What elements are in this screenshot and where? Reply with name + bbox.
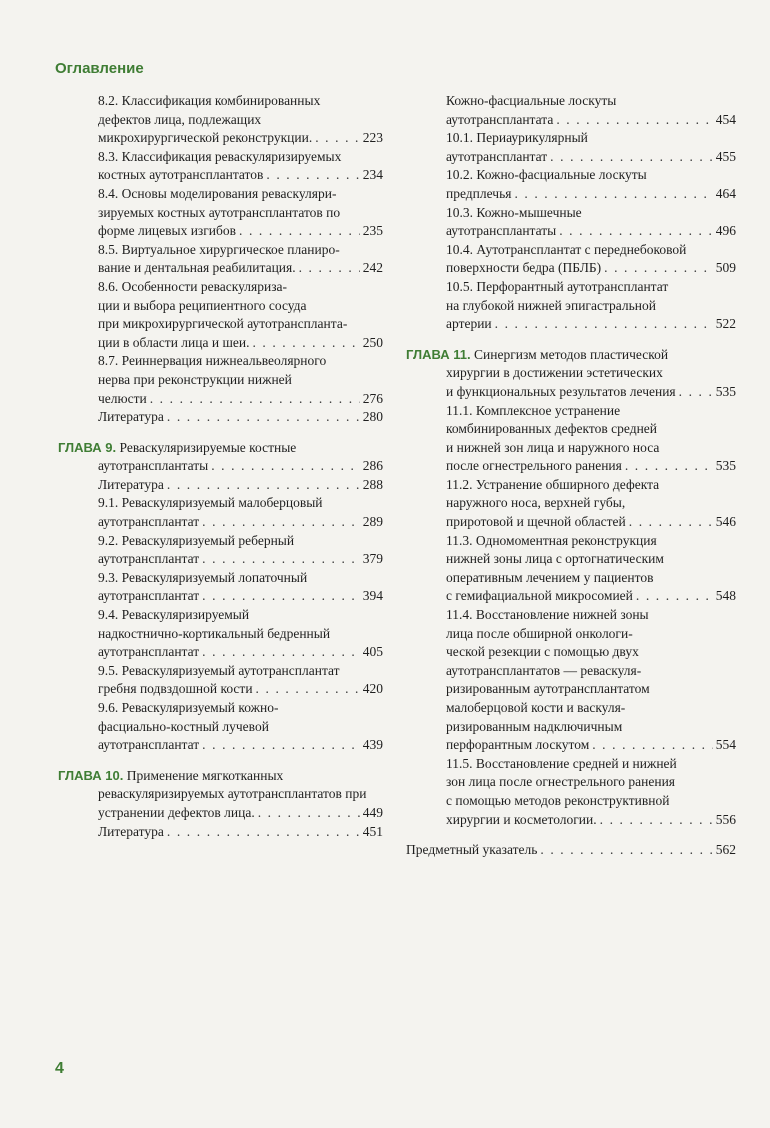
toc-entry-text: хирургии в достижении эстетических bbox=[446, 365, 663, 381]
toc-left-column bbox=[58, 92, 383, 841]
toc-entry-text: 8.5. Виртуальное хирургическое планиро- bbox=[98, 241, 340, 257]
toc-entry-text: артерии bbox=[446, 316, 492, 332]
toc-page-number: 535 bbox=[715, 458, 736, 474]
toc-entry-text: аутотрансплантаты bbox=[98, 458, 209, 474]
dot-leader bbox=[202, 550, 360, 569]
dot-leader bbox=[592, 736, 713, 755]
toc-chapter-entry[interactable] bbox=[58, 767, 383, 823]
toc-page-number: 405 bbox=[362, 644, 383, 660]
toc-entry-text: 9.4. Реваскуляризируемый bbox=[98, 607, 250, 623]
dot-leader bbox=[540, 841, 712, 860]
toc-entry[interactable] bbox=[406, 755, 736, 829]
dot-leader bbox=[167, 408, 360, 427]
dot-leader bbox=[625, 457, 713, 476]
toc-entry-text: фасциально-костный лучевой bbox=[98, 718, 269, 734]
toc-entry-text: 11.3. Одномоментная реконструкция bbox=[446, 532, 657, 548]
toc-entry-text: 8.3. Классификация реваскуляризируемых bbox=[98, 148, 342, 164]
toc-page-number: 546 bbox=[715, 514, 736, 530]
section-gap bbox=[406, 829, 736, 841]
toc-entry[interactable] bbox=[58, 606, 383, 662]
toc-entry[interactable] bbox=[406, 129, 736, 166]
toc-entry[interactable] bbox=[406, 166, 736, 203]
toc-chapter-entry[interactable] bbox=[406, 346, 736, 402]
toc-entry-text: 8.4. Основы моделирования реваскуляри- bbox=[98, 185, 337, 201]
toc-entry-text: 9.5. Реваскуляризуемый аутотрансплантат bbox=[98, 662, 340, 678]
toc-entry-text: 8.2. Классификация комбинированных bbox=[98, 93, 321, 108]
toc-entry-text: ризированным аутотрансплантатом bbox=[446, 681, 650, 697]
toc-page-number: 509 bbox=[715, 260, 736, 276]
toc-page-number: 250 bbox=[362, 334, 383, 350]
toc-entry-text: 9.3. Реваскуляризуемый лопаточный bbox=[98, 569, 308, 585]
toc-entry-text: аутотрансплантат bbox=[98, 737, 200, 753]
toc-right-column bbox=[406, 92, 736, 860]
toc-entry-text: с помощью методов реконструктивной bbox=[446, 792, 670, 808]
toc-entry-text: 10.1. Периаурикулярный bbox=[446, 130, 588, 146]
dot-leader bbox=[202, 643, 360, 662]
toc-entry-text: форме лицевых изгибов bbox=[98, 223, 237, 239]
toc-entry[interactable] bbox=[406, 402, 736, 476]
toc-entry[interactable] bbox=[58, 476, 383, 495]
toc-entry[interactable] bbox=[58, 408, 383, 427]
dot-leader bbox=[150, 390, 360, 409]
toc-entry-text: 11.5. Восстановление средней и нижней bbox=[446, 755, 677, 771]
dot-leader bbox=[600, 811, 713, 830]
toc-entry[interactable] bbox=[406, 532, 736, 606]
page-header: Оглавление bbox=[55, 60, 144, 77]
toc-entry-text: с гемифациальной микросомией bbox=[446, 588, 633, 604]
dot-leader bbox=[550, 148, 713, 167]
toc-entry[interactable] bbox=[58, 148, 383, 185]
dot-leader bbox=[299, 259, 360, 278]
toc-entry[interactable] bbox=[58, 569, 383, 606]
toc-entry-text: аутотрансплантат bbox=[446, 148, 548, 164]
dot-leader bbox=[211, 457, 360, 476]
toc-entry-text: поверхности бедра (ПБЛБ) bbox=[446, 260, 602, 276]
toc-entry-text: Литература bbox=[98, 476, 164, 492]
toc-entry-text: лица после обширной онкологи- bbox=[446, 625, 633, 641]
toc-entry-text: предплечья bbox=[446, 185, 512, 201]
toc-entry-text: ризированным надключичным bbox=[446, 718, 623, 734]
chapter-label: ГЛАВА 9. bbox=[58, 439, 117, 455]
toc-page-number: 556 bbox=[715, 811, 736, 827]
toc-entry-text: челюсти bbox=[98, 390, 147, 406]
toc-entry-text: аутотрансплантат bbox=[98, 514, 200, 530]
toc-entry-text: малоберцовой кости и васкуля- bbox=[446, 700, 626, 715]
toc-entry-text: зон лица после огнестрельного ранения bbox=[446, 774, 676, 790]
toc-entry[interactable] bbox=[58, 92, 383, 148]
toc-entry-text: аутотрансплантат bbox=[98, 551, 200, 567]
chapter-label: ГЛАВА 11. bbox=[406, 346, 471, 362]
toc-page-number: 379 bbox=[362, 551, 383, 567]
toc-page-number: 562 bbox=[715, 842, 736, 858]
page-number: 4 bbox=[55, 1060, 64, 1077]
toc-entry-text: 11.1. Комплексное устранение bbox=[446, 402, 621, 418]
toc-entry-text: ции и выбора реципиентного сосуда bbox=[98, 297, 307, 313]
toc-entry[interactable] bbox=[58, 185, 383, 241]
dot-leader bbox=[202, 513, 360, 532]
toc-page-number: 286 bbox=[362, 458, 383, 474]
toc-page-number: 522 bbox=[715, 316, 736, 332]
dot-leader bbox=[636, 587, 713, 606]
toc-entry-text: хирургии и косметологии. bbox=[446, 811, 597, 827]
toc-entry[interactable] bbox=[58, 494, 383, 531]
toc-entry-text: и нижней зон лица и наружного носа bbox=[446, 439, 660, 455]
toc-entry-text: вание и дентальная реабилитация. bbox=[98, 260, 296, 276]
toc-entry-text: Литература bbox=[98, 409, 164, 425]
dot-leader bbox=[239, 222, 360, 241]
toc-page-number: 439 bbox=[362, 737, 383, 753]
dot-leader bbox=[514, 185, 712, 204]
toc-page-number: 235 bbox=[362, 223, 383, 239]
toc-page-number: 420 bbox=[362, 681, 383, 697]
toc-entry-text: 9.1. Реваскуляризуемый малоберцовый bbox=[98, 495, 323, 511]
dot-leader bbox=[604, 259, 713, 278]
toc-entry-text: Синергизм методов пластической bbox=[474, 346, 669, 362]
toc-entry[interactable] bbox=[58, 823, 383, 842]
toc-entry[interactable] bbox=[58, 278, 383, 352]
toc-entry-text: костных аутотрансплантатов bbox=[98, 167, 264, 183]
toc-entry[interactable] bbox=[406, 606, 736, 755]
toc-page-number: 280 bbox=[362, 409, 383, 425]
dot-leader bbox=[495, 315, 713, 334]
toc-entry-text: 8.7. Реиннервация нижнеальвеолярного bbox=[98, 353, 327, 369]
toc-entry-text: 9.2. Реваскуляризуемый реберный bbox=[98, 532, 295, 548]
toc-entry-text: 9.6. Реваскуляризуемый кожно- bbox=[98, 700, 279, 715]
dot-leader bbox=[202, 736, 360, 755]
toc-entry-text: наружного носа, верхней губы, bbox=[446, 495, 626, 511]
toc-entry-text: 11.2. Устранение обширного дефекта bbox=[446, 476, 660, 492]
toc-entry-text: перфорантным лоскутом bbox=[446, 737, 590, 753]
dot-leader bbox=[202, 587, 360, 606]
dot-leader bbox=[679, 383, 713, 402]
section-gap bbox=[58, 427, 383, 439]
dot-leader bbox=[167, 823, 360, 842]
toc-entry-text: реваскуляризируемых аутотрансплантатов при bbox=[98, 786, 367, 802]
toc-entry-text: нижней зоны лица с ортогнатическим bbox=[446, 551, 664, 567]
toc-entry[interactable] bbox=[406, 92, 736, 129]
toc-entry[interactable] bbox=[406, 841, 736, 860]
toc-entry[interactable] bbox=[58, 352, 383, 408]
toc-page-number: 535 bbox=[715, 383, 736, 399]
toc-entry-text: после огнестрельного ранения bbox=[446, 458, 622, 474]
toc-entry-text: зируемых костных аутотрансплантатов по bbox=[98, 204, 341, 220]
toc-entry-text: нерва при реконструкции нижней bbox=[98, 371, 292, 387]
dot-leader bbox=[266, 166, 359, 185]
toc-entry[interactable] bbox=[58, 241, 383, 278]
toc-page-number: 242 bbox=[362, 260, 383, 276]
section-gap bbox=[406, 334, 736, 346]
toc-entry[interactable] bbox=[58, 532, 383, 569]
toc-entry-text: Предметный указатель bbox=[406, 842, 538, 858]
toc-entry-text: 11.4. Восстановление нижней зоны bbox=[446, 607, 649, 623]
toc-entry-text: Применение мягкотканных bbox=[126, 767, 284, 783]
toc-entry-text: Кожно-фасциальные лоскуты bbox=[446, 93, 617, 108]
toc-entry-text: аутотрансплантаты bbox=[446, 223, 557, 239]
toc-page-number: 464 bbox=[715, 185, 736, 201]
toc-entry-text: 10.2. Кожно-фасциальные лоскуты bbox=[446, 167, 647, 183]
toc-entry-text: дефектов лица, подлежащих bbox=[98, 111, 262, 127]
toc-page-number: 223 bbox=[362, 130, 383, 146]
toc-entry-text: Литература bbox=[98, 823, 164, 839]
toc-page-number: 289 bbox=[362, 514, 383, 530]
toc-entry-text: 10.5. Перфорантный аутотрансплантат bbox=[446, 278, 669, 294]
toc-entry-text: при микрохирургической аутотранспланта- bbox=[98, 316, 348, 332]
toc-entry-text: Реваскуляризируемые костные bbox=[119, 439, 297, 455]
toc-entry-text: комбинированных дефектов средней bbox=[446, 421, 658, 437]
toc-entry-text: надкостнично-кортикальный бедренный bbox=[98, 625, 331, 641]
toc-page-number: 276 bbox=[362, 390, 383, 406]
dot-leader bbox=[559, 222, 713, 241]
toc-entry-text: 10.4. Аутотрансплантат с переднебоковой bbox=[446, 241, 687, 257]
toc-page-number: 496 bbox=[715, 223, 736, 239]
dot-leader bbox=[167, 476, 360, 495]
toc-entry-text: 8.6. Особенности реваскуляриза- bbox=[98, 278, 288, 294]
toc-entry-text: аутотрансплантатов — реваскуля- bbox=[446, 662, 642, 678]
chapter-label: ГЛАВА 10. bbox=[58, 767, 124, 783]
toc-entry[interactable] bbox=[406, 241, 736, 278]
toc-entry-text: аутотрансплантат bbox=[98, 588, 200, 604]
toc-entry[interactable] bbox=[58, 699, 383, 755]
toc-page-number: 394 bbox=[362, 588, 383, 604]
toc-entry[interactable] bbox=[406, 476, 736, 532]
toc-page-number: 451 bbox=[362, 823, 383, 839]
dot-leader bbox=[629, 513, 713, 532]
toc-chapter-entry[interactable] bbox=[58, 439, 383, 476]
toc-entry[interactable] bbox=[406, 278, 736, 334]
toc-entry-text: приротовой и щечной областей bbox=[446, 514, 626, 530]
toc-entry-text: аутотрансплантата bbox=[446, 111, 554, 127]
toc-page-number: 454 bbox=[715, 111, 736, 127]
toc-entry-text: 10.3. Кожно-мышечные bbox=[446, 204, 582, 220]
toc-entry-text: гребня подвздошной кости bbox=[98, 681, 253, 697]
dot-leader bbox=[556, 111, 712, 130]
toc-entry[interactable] bbox=[406, 204, 736, 241]
section-gap bbox=[58, 755, 383, 767]
toc-entry-text: на глубокой нижней эпигастральной bbox=[446, 297, 656, 313]
toc-entry-text: оперативным лечением у пациентов bbox=[446, 569, 654, 585]
toc-page-number: 449 bbox=[362, 804, 383, 820]
toc-entry-text: ческой резекции с помощью двух bbox=[446, 644, 639, 660]
dot-leader bbox=[252, 334, 359, 353]
toc-page-number: 455 bbox=[715, 148, 736, 164]
toc-page-number: 548 bbox=[715, 588, 736, 604]
toc-entry-text: устранении дефектов лица. bbox=[98, 804, 255, 820]
toc-page-number: 554 bbox=[715, 737, 736, 753]
toc-entry[interactable] bbox=[58, 662, 383, 699]
dot-leader bbox=[315, 129, 360, 148]
toc-entry-text: микрохирургической реконструкции. bbox=[98, 130, 313, 146]
toc-entry-text: аутотрансплантат bbox=[98, 644, 200, 660]
toc-page-number: 288 bbox=[362, 476, 383, 492]
toc-entry-text: ции в области лица и шеи. bbox=[98, 334, 250, 350]
dot-leader bbox=[258, 804, 360, 823]
toc-page-number: 234 bbox=[362, 167, 383, 183]
toc-entry-text: и функциональных результатов лечения bbox=[446, 383, 676, 399]
dot-leader bbox=[256, 680, 360, 699]
